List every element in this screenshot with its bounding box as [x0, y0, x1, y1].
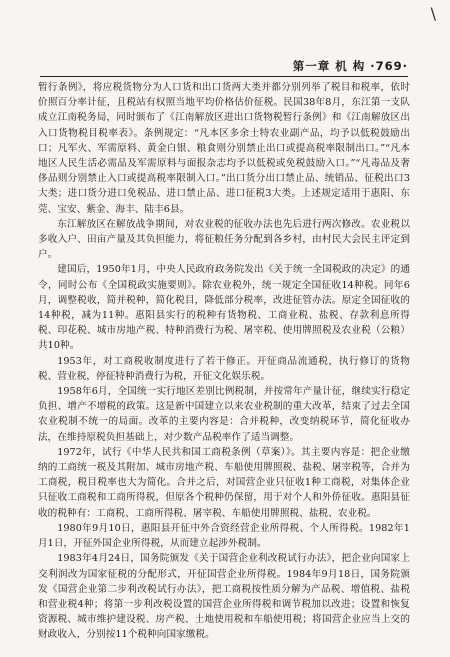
page-header	[40, 56, 408, 77]
corner-mark: \	[430, 4, 436, 23]
paragraph: 1972年，试行《中华人民共和国工商税条例（草案）》。其主要内容是：把企业缴纳的工商统一税及其附加、城市房地产税、车船使用牌照税、盐税、屠宰税等，合并为工商税，税目税率也大为简化。合并之后，对国营企业只征收1种工商税，对集体企业只征收工商税和工商所得税，但原各个税种仍保留，用于对个人和外侨征收。惠阳县征收的税种有：工商税、工商所得税、屠宰税、车船使用牌照税、盐税、农业税。	[38, 446, 410, 519]
paragraph: 1958年6月，全国统一实行地区差别比例税制，并按常年产量计征，继续实行稳定负担、增产不增税的政策。这是新中国建立以来农业税制的重大改革，结束了过去全国农业税制不统一的局面。改革的主要内容是：合并税种，改变纳税环节，简化征收办法，在维持原税负担基础上，对少数产品税率作了适当调整。	[38, 386, 410, 443]
running-header: 第一章 机 构 ·769·	[292, 59, 408, 73]
paragraph: 1983年4月24日，国务院颁发《关于国营企业利改税试行办法》，把企业向国家上交利润改为国家征税的分配形式，开征国营企业所得税。1984年9月18日，国务院颁发《国营企业第二步利改税试行办法》，把工商税按性质分解为产品税、增值税、盐税和营业税4种；将第一步利改税设置的国营企业所得税和调节税加以改进；设置和恢复资源税、城市维护建设税、房产税、土地使用税和车船使用税；将国营企业应当上交的财政收入，分别按11个税种向国家缴税。	[38, 553, 410, 641]
paragraph: 1980年9月10日，惠阳县开征中外合资经营企业所得税、个人所得税。1982年1月1日，开征外国企业所得税，从而建立起涉外税制。	[38, 522, 410, 550]
paragraph: 东江解放区在解放战争期间，对农业税的征收办法也先后进行两次修改。农业税以多收入户、田亩产量及其负担能力，将征粮任务分配到各乡村，由村民大会民主评定到户。	[38, 218, 410, 261]
paragraph: 建国后，1950年1月，中央人民政府政务院发出《关于统一全国税政的决定》的通令，同时公布《全国税政实施要则》。除农业税外，统一规定全国征收14种税。同年6月，调整税收，简并税种，简化税目，降低部分税率，改进征管办法。原定全国征收的14种税，减为11种。惠阳县实行的税种有货物税、工商业税、盐税、存款利息所得税、印花税、城市房地产税、特种消费行为税、屠宰税、使用牌照税及农业税（公粮）共10种。	[38, 264, 410, 352]
paragraph: 暂行条例》，将应税货物分为人口货和出口货两大类并都分别列举了税目和税率，依时价照百分率计征，且税站有权照当地平均价格估价征税。民国38年8月，东江第一支队成立江南税务局，同时颁布了《江南解放区进出口货物税暂行条例》和《江南解放区出入口货物税目税率表》。条例规定：“凡本区多余土特农业副产品，均予以低税鼓励出口；凡军火、军需原料、黄金白银、粮食则分别禁止出口或提高税率限制出口。”“凡本地区人民生活必需品及军需原料与面报杂志均予以低税或免税鼓励入口。”“凡毒品及奢侈品则分别禁止入口或提高税率限制入口。”出口货分出口禁止品、统销品、征税出口3大类；进口货分进口免税品、进口禁止品、进口征税3大类。上述规定适用于惠阳、东莞、宝安、紫金、海丰、陆丰6县。	[38, 82, 410, 215]
paragraph: 1953年，对工商税收制度进行了若干修正。开征商品流通税，执行修订的货物税、营业税，停征特种消费行为税，开征文化娱乐税。	[38, 355, 410, 382]
body-text	[38, 80, 410, 643]
